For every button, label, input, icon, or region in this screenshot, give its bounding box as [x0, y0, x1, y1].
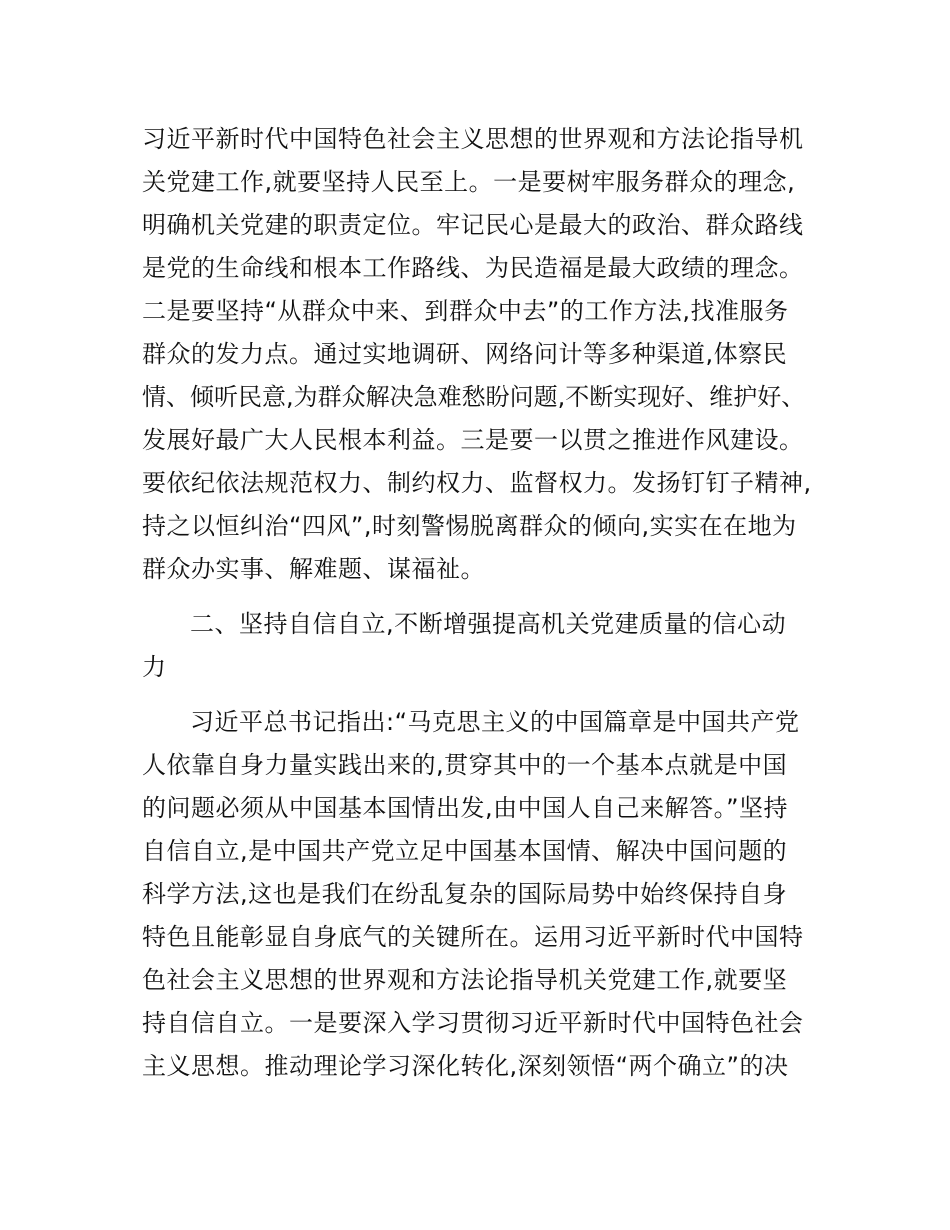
- paragraph-line: 人依靠自身力量实践出来的,贯穿其中的一个基本点就是中国: [142, 751, 788, 779]
- paragraph-line: 主义思想。推动理论学习深化转化,深刻领悟“两个确立”的决: [142, 1052, 789, 1080]
- paragraph-line: 持自信自立。一是要深入学习贯彻习近平新时代中国特色社会: [142, 1009, 804, 1037]
- paragraph-line: 群众办实事、解难题、谋福祉。: [142, 555, 485, 583]
- paragraph-line: 是党的生命线和根本工作路线、为民造福是最大政绩的理念。: [142, 254, 804, 282]
- paragraph-line: 的问题必须从中国基本国情出发,由中国人自己来解答。”坚持: [142, 794, 789, 822]
- paragraph-line: 特色且能彰显自身底气的关键所在。运用习近平新时代中国特: [142, 923, 804, 951]
- paragraph-line: 发展好最广大人民根本利益。三是要一以贯之推进作风建设。: [142, 426, 804, 454]
- section-heading-line: 二、坚持自信自立,不断增强提高机关党建质量的信心动: [190, 610, 787, 638]
- paragraph-line: 色社会主义思想的世界观和方法论指导机关党建工作,就要坚: [142, 966, 788, 994]
- paragraph-line: 要依纪依法规范权力、制约权力、监督权力。发扬钉钉子精神,: [142, 469, 812, 497]
- paragraph-line: 二是要坚持“从群众中来、到群众中去”的工作方法,找准服务: [142, 297, 789, 325]
- paragraph-line: 持之以恒纠治“四风”,时刻警惕脱离群众的倾向,实实在在地为: [142, 512, 797, 540]
- paragraph-line: 自信自立,是中国共产党立足中国基本国情、解决中国问题的: [142, 837, 788, 865]
- paragraph-line: 群众的发力点。通过实地调研、网络问计等多种渠道,体察民: [142, 340, 788, 368]
- paragraph-line: 关党建工作,就要坚持人民至上。一是要树牢服务群众的理念,: [142, 168, 796, 196]
- paragraph-line: 习近平新时代中国特色社会主义思想的世界观和方法论指导机: [142, 125, 804, 153]
- paragraph-line: 明确机关党建的职责定位。牢记民心是最大的政治、群众路线: [142, 211, 804, 239]
- paragraph-line: 科学方法,这也是我们在纷乱复杂的国际局势中始终保持自身: [142, 880, 788, 908]
- section-heading-line: 力: [142, 653, 167, 681]
- paragraph-line: 情、倾听民意,为群众解决急难愁盼问题,不断实现好、维护好、: [142, 383, 806, 411]
- paragraph-line: 习近平总书记指出:“马克思主义的中国篇章是中国共产党: [190, 708, 800, 736]
